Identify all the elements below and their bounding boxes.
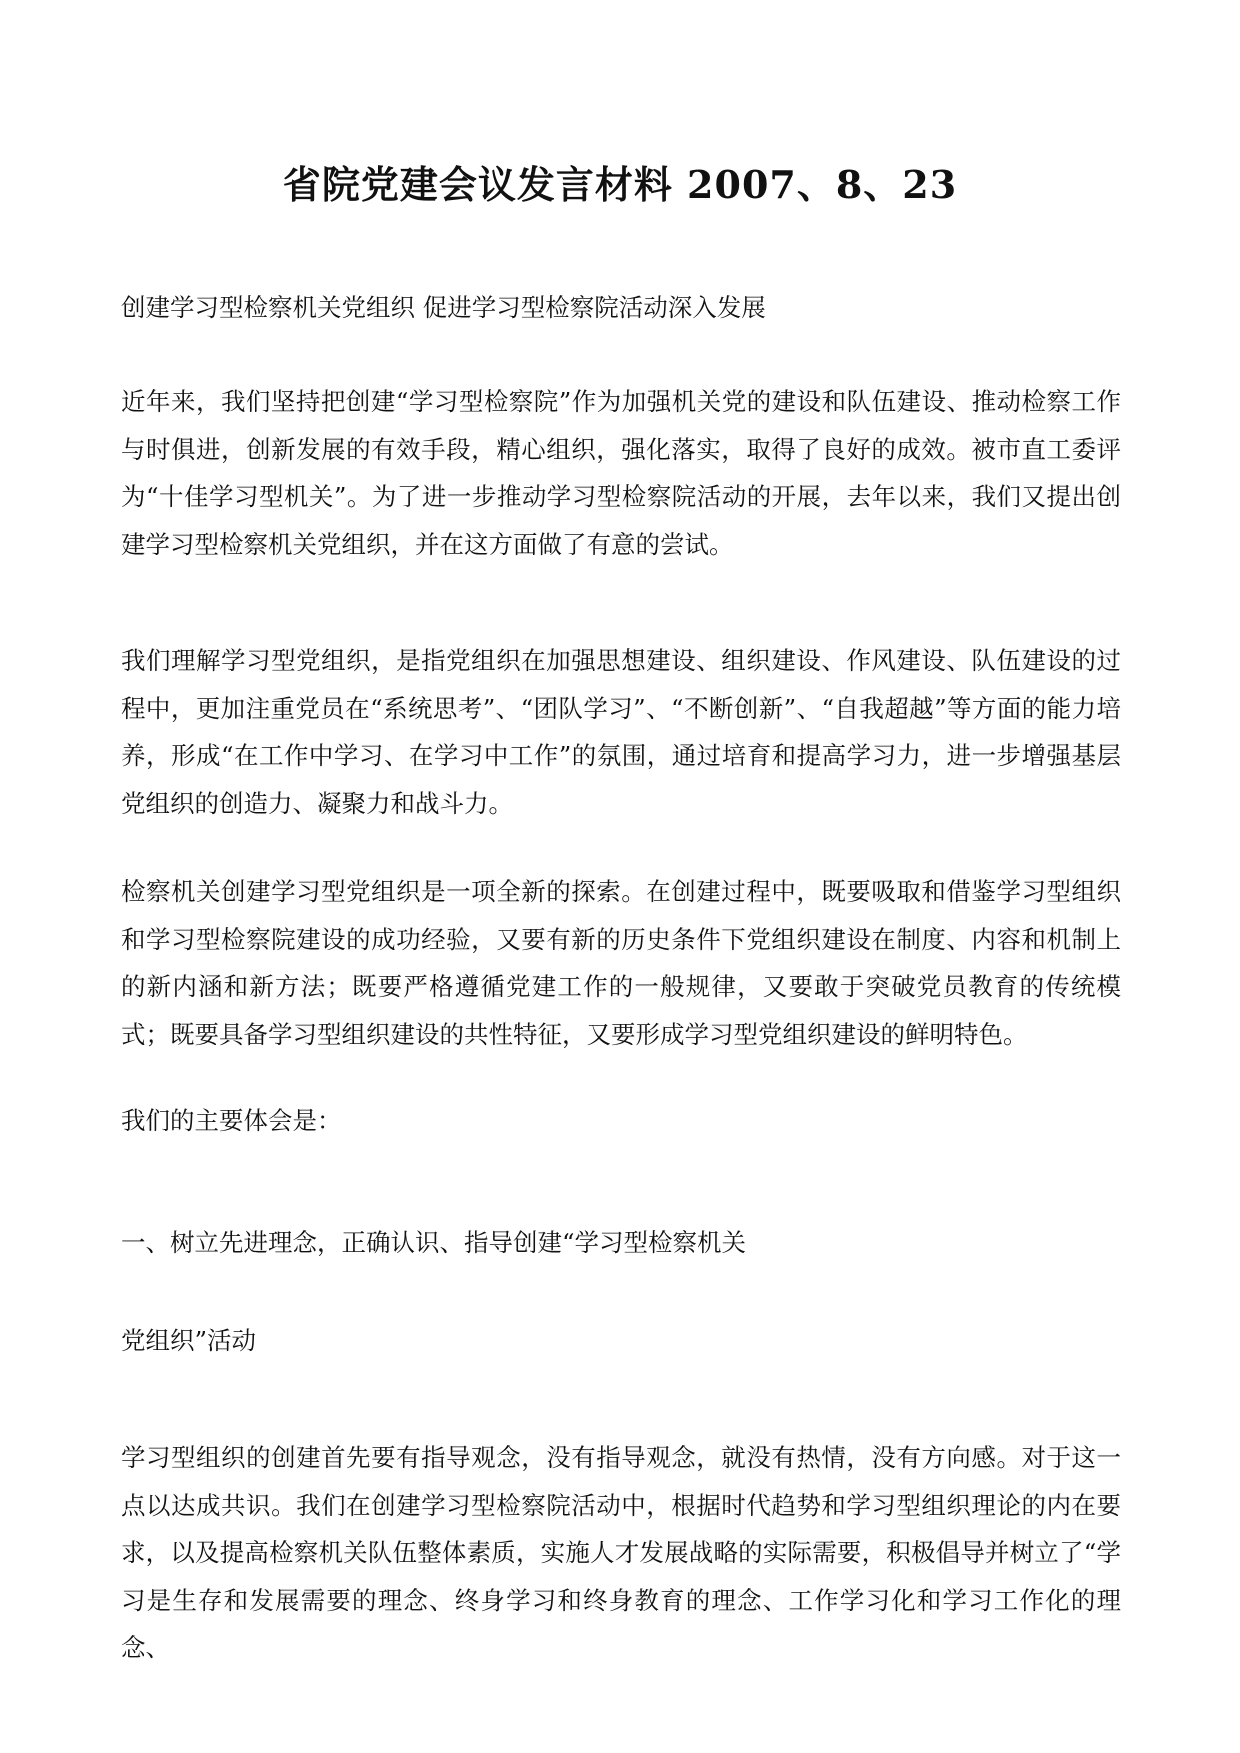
document-subtitle: 创建学习型检察机关党组织 促进学习型检察院活动深入发展 bbox=[121, 293, 766, 322]
paragraph-understanding: 我们理解学习型党组织，是指党组织在加强思想建设、组织建设、作风建设、队伍建设的过程中，更加注重党员在“系统思考”、“团队学习”、“不断创新”、“自我超越”等方面的能力培养，形成“在工作中学习、在学习中工作”的氛围，通过培育和提高学习力，进一步增强基层党组织的创造力、凝聚力和战斗力。 bbox=[121, 646, 1121, 818]
paragraph-intro: 近年来，我们坚持把创建“学习型检察院”作为加强机关党的建设和队伍建设、推动检察工作与时俱进，创新发展的有效手段，精心组织，强化落实，取得了良好的成效。被市直工委评为“十佳学习型机关”。为了进一步推动学习型检察院活动的开展，去年以来，我们又提出创建学习型检察机关党组织，并在这方面做了有意的尝试。 bbox=[121, 387, 1121, 559]
paragraph-exploration: 检察机关创建学习型党组织是一项全新的探索。在创建过程中，既要吸取和借鉴学习型组织和学习型检察院建设的成功经验，又要有新的历史条件下党组织建设在制度、内容和机制上的新内涵和新方法；既要严格遵循党建工作的一般规律，又要敢于突破党员教育的传统模式；既要具备学习型组织建设的共性特征，又要形成学习型党组织建设的鲜明特色。 bbox=[121, 877, 1121, 1049]
section-heading-1: 一、树立先进理念，正确认识、指导创建“学习型检察机关 bbox=[121, 1228, 747, 1257]
paragraph-main-points-intro: 我们的主要体会是： bbox=[121, 1106, 342, 1135]
paragraph-guiding-concepts: 学习型组织的创建首先要有指导观念，没有指导观念，就没有热情，没有方向感。对于这一点以达成共识。我们在创建学习型检察院活动中，根据时代趋势和学习型组织理论的内在要求，以及提高检察机关队伍整体素质，实施人才发展战略的实际需要，积极倡导并树立了“学习是生存和发展需要的理念、终身学习和终身教育的理念、工作学习化和学习工作化的理念、 bbox=[121, 1443, 1121, 1662]
document-title: 省院党建会议发言材料 2007、8、23 bbox=[282, 162, 958, 207]
section-heading-1-continued: 党组织”活动 bbox=[121, 1326, 257, 1355]
